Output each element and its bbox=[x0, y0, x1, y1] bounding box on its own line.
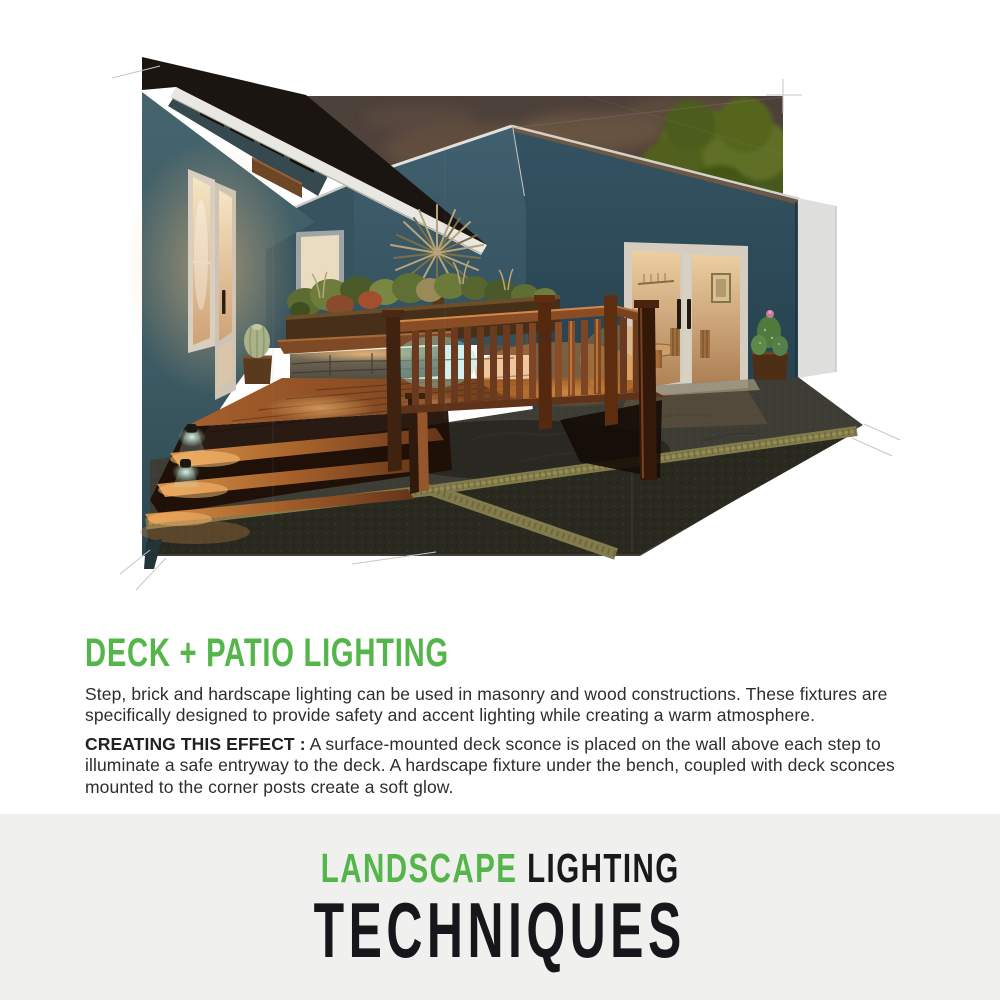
brand-line bbox=[0, 847, 1000, 889]
intro-paragraph: Step, brick and hardscape lighting can be used in masonry and wood constructions. These fixtures are specifically designed to provide safety and accent lighting while creating a warm atmosphere. bbox=[85, 683, 888, 725]
sconce-2 bbox=[180, 459, 191, 468]
brand-word-techniques: TECHNIQUES bbox=[313, 886, 687, 974]
effect-label: CREATING THIS EFFECT : bbox=[85, 733, 306, 754]
door-handle bbox=[222, 290, 226, 314]
entry-window bbox=[188, 169, 215, 353]
footer-banner bbox=[0, 814, 1000, 1000]
page-title: DECK + PATIO LIGHTING bbox=[85, 630, 449, 675]
brand-word-lighting: LIGHTING bbox=[517, 845, 680, 891]
effect-paragraph bbox=[85, 734, 941, 799]
brand-title-line bbox=[0, 886, 1000, 974]
brand-word-landscape: LANDSCAPE bbox=[320, 845, 518, 891]
door-handle-right bbox=[687, 299, 691, 329]
backdrop-panel bbox=[798, 198, 836, 378]
door-handle-left bbox=[677, 299, 681, 329]
effect-body: A surface-mounted deck sconce is placed on the wall above each step to illuminate a safe entryway to the deck. A hardscape fixture under the bench, coupled with deck sconces mounted to the corner posts create a soft glow. bbox=[85, 733, 895, 797]
entry-door bbox=[215, 182, 236, 400]
sconce-1 bbox=[186, 424, 197, 433]
